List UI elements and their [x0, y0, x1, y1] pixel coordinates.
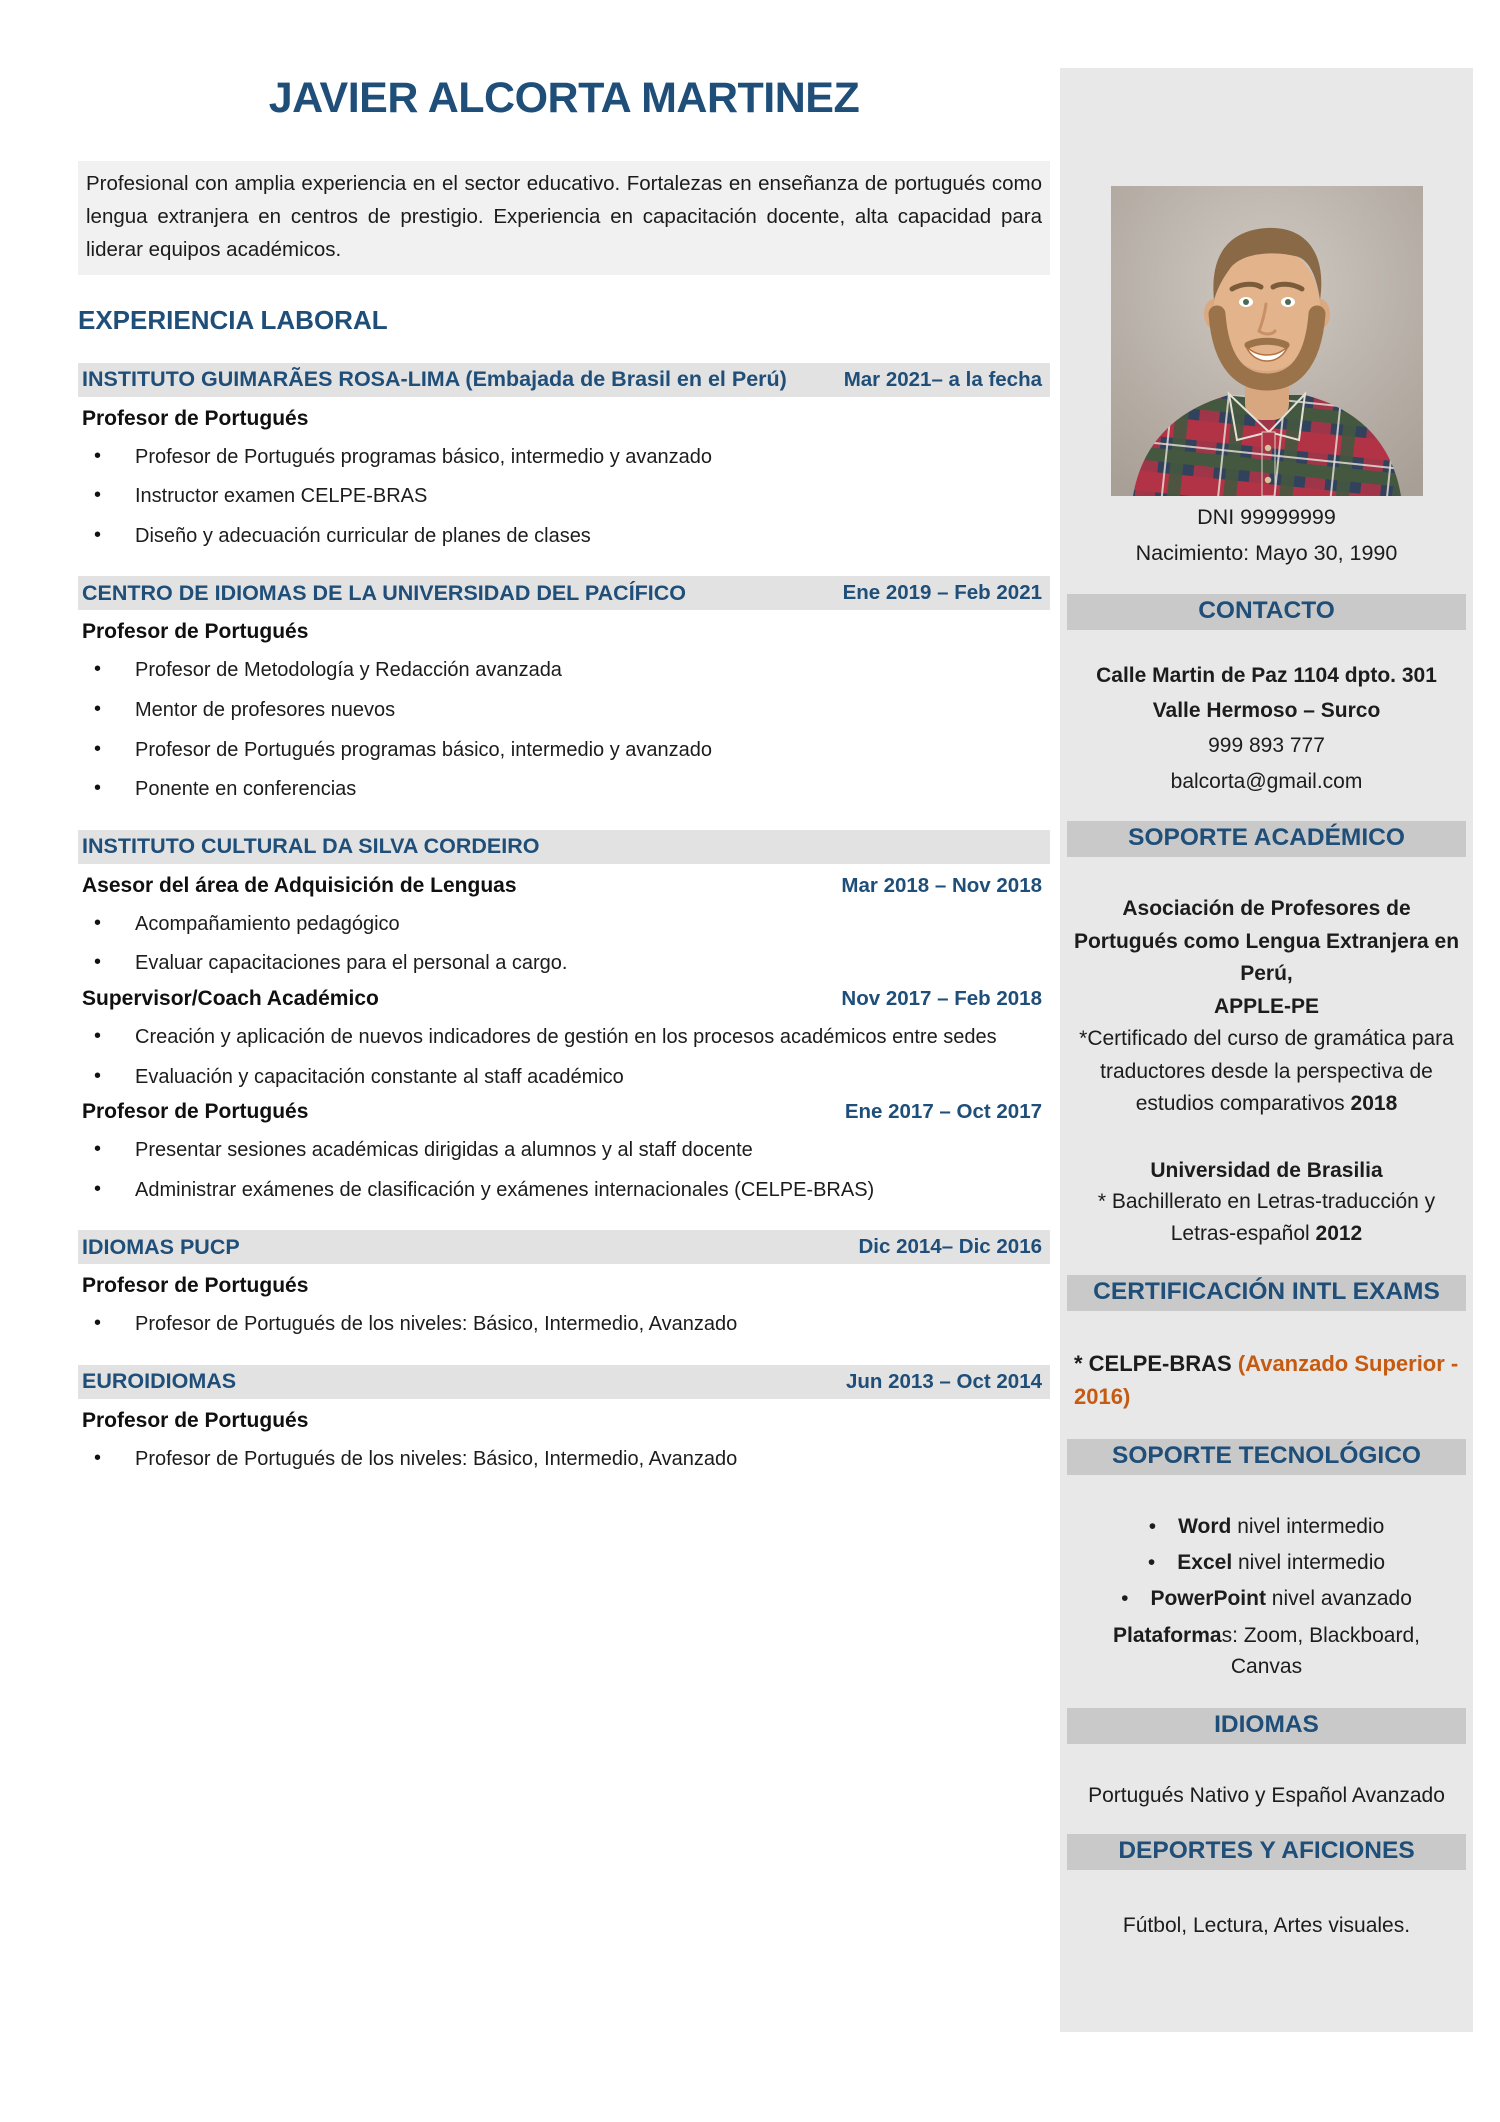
job-header-bar [78, 576, 1050, 610]
company-name: INSTITUTO GUIMARÃES ROSA-LIMA (Embajada de Brasil en el Perú) [82, 367, 787, 392]
role-title: Profesor de Portugués [82, 1274, 309, 1298]
address-line-1: Calle Martin de Paz 1104 dpto. 301 [1096, 663, 1437, 687]
tech-skill-list [1060, 1515, 1473, 1611]
association-name [1070, 893, 1463, 1023]
tech-skill-word [1060, 1515, 1473, 1539]
job-entry [78, 363, 1050, 550]
sidebar [1060, 68, 1473, 2032]
job-entry [78, 830, 1050, 1204]
role-title: Supervisor/Coach Académico [82, 986, 379, 1010]
role-dates: Mar 2018 – Nov 2018 [841, 873, 1042, 897]
page-title: JAVIER ALCORTA MARTINEZ [268, 74, 860, 122]
tool-level: nivel intermedio [1231, 1515, 1385, 1539]
profile-photo-illustration [1111, 186, 1423, 496]
role-row [82, 407, 1042, 431]
bullet-item: • Profesor de Metodología y Redacción avanzada [78, 658, 1050, 684]
role-row [82, 1100, 1042, 1124]
tool-level: nivel intermedio [1232, 1551, 1386, 1575]
association-text: Asociación de Profesores de Portugués como Lengua Extranjera en Perú, [1073, 897, 1460, 986]
company-name: CENTRO DE IDIOMAS DE LA UNIVERSIDAD DEL PACÍFICO [82, 580, 687, 605]
bullet-item: • Profesor de Portugués de los niveles: Básico, Intermedio, Avanzado [78, 1447, 1050, 1473]
job-dates: Jun 2013 – Oct 2014 [845, 1369, 1042, 1393]
tool-name: PowerPoint [1150, 1587, 1266, 1611]
languages-text: Portugués Nativo y Español Avanzado [1088, 1784, 1445, 1808]
platforms-list: s: Zoom, Blackboard, Canvas [1221, 1624, 1420, 1678]
role-bullet-list [78, 1138, 1050, 1203]
tool-name: Word [1178, 1515, 1232, 1539]
certificate-text: *Certificado del curso de gramática para traductores desde la perspectiva de estudios comparativos [1079, 1027, 1454, 1116]
job-entry [78, 1365, 1050, 1473]
profile-photo [1111, 186, 1423, 496]
job-header-bar [78, 830, 1050, 864]
university-name: Universidad de Brasilia [1150, 1158, 1383, 1182]
bullet-item: • Evaluación y capacitación constante al staff académico [78, 1065, 1050, 1091]
contact-heading: CONTACTO [1067, 594, 1466, 630]
job-header-bar [78, 363, 1050, 397]
birthdate-line: Nacimiento: Mayo 30, 1990 [1135, 540, 1398, 565]
tech-skill-excel [1060, 1551, 1473, 1575]
hobbies-text: Fútbol, Lectura, Artes visuales. [1122, 1914, 1411, 1938]
phone-number: 999 893 777 [1208, 734, 1325, 758]
tech-heading: SOPORTE TECNOLÓGICO [1067, 1439, 1466, 1475]
job-header-bar [78, 1230, 1050, 1264]
bullet-item: • Acompañamiento pedagógico [78, 912, 1050, 938]
celpe-bras-certification [1074, 1347, 1459, 1413]
role-bullet-list [78, 658, 1050, 802]
role-bullet-list [78, 1025, 1050, 1090]
experience-heading: EXPERIENCIA LABORAL [78, 304, 388, 335]
role-dates: Ene 2017 – Oct 2017 [844, 1100, 1042, 1124]
degree-text: * Bachillerato en Letras-traducción y Letras-español [1097, 1190, 1436, 1245]
exam-result: (Avanzado Superior - 2016) [1074, 1351, 1459, 1410]
company-name: INSTITUTO CULTURAL DA SILVA CORDEIRO [82, 834, 540, 859]
tool-name: Excel [1177, 1551, 1233, 1575]
bullet-item: • Profesor de Portugués programas básico, intermedio y avanzado [78, 445, 1050, 471]
job-header-bar [78, 1365, 1050, 1399]
bullet-item: • Creación y aplicación de nuevos indicadores de gestión en los procesos académicos entre sedes [78, 1025, 1050, 1051]
role-row [82, 874, 1042, 898]
role-row [82, 1274, 1042, 1298]
company-name: IDIOMAS PUCP [82, 1234, 240, 1259]
tool-level: nivel avanzado [1265, 1587, 1412, 1611]
role-title: Profesor de Portugués [82, 620, 309, 644]
bullet-item: • Ponente en conferencias [78, 777, 1050, 803]
job-entry [78, 1230, 1050, 1338]
tech-skill-powerpoint [1060, 1587, 1473, 1611]
dni-line: DNI 99999999 [1197, 505, 1336, 529]
role-row [82, 1409, 1042, 1433]
degree-year: 2012 [1315, 1221, 1363, 1245]
profile-summary: Profesional con amplia experiencia en el sector educativo. Fortalezas en enseñanza de portugués como lengua extranjera en centros de prestigio. Experiencia en capacitación docente, alta capacidad para liderar equipos académicos. [78, 161, 1050, 275]
role-dates: Nov 2017 – Feb 2018 [841, 986, 1042, 1010]
address-line-2: Valle Hermoso – Surco [1152, 699, 1381, 723]
academic-heading: SOPORTE ACADÉMICO [1067, 821, 1466, 857]
role-title: Profesor de Portugués [82, 1408, 309, 1432]
role-title: Asesor del área de Adquisición de Lenguas [82, 873, 517, 897]
bullet-item: • Instructor examen CELPE-BRAS [78, 484, 1050, 510]
role-bullet-list [78, 1312, 1050, 1338]
platforms-line [1084, 1621, 1449, 1682]
platforms-label: Plataforma [1113, 1624, 1222, 1648]
bullet-item: • Profesor de Portugués programas básico, intermedio y avanzado [78, 738, 1050, 764]
job-dates: Mar 2021– a la fecha [843, 367, 1042, 391]
certification-heading: CERTIFICACIÓN INTL EXAMS [1067, 1275, 1466, 1311]
bullet-item: • Administrar exámenes de clasificación y exámenes internacionales (CELPE-BRAS) [78, 1178, 1050, 1204]
bullet-item: • Evaluar capacitaciones para el personal a cargo. [78, 951, 1050, 977]
certificate-year: 2018 [1350, 1092, 1398, 1116]
languages-heading: IDIOMAS [1067, 1708, 1466, 1744]
bullet-item: • Mentor de profesores nuevos [78, 698, 1050, 724]
email-address: balcorta@gmail.com [1170, 769, 1363, 793]
job-dates: Dic 2014– Dic 2016 [858, 1235, 1042, 1259]
certificate-course [1072, 1023, 1461, 1121]
hobbies-heading: DEPORTES Y AFICIONES [1067, 1834, 1466, 1870]
bullet-item: • Diseño y adecuación curricular de planes de clases [78, 524, 1050, 550]
role-title: Profesor de Portugués [82, 1100, 309, 1124]
bullet-item: • Presentar sesiones académicas dirigidas a alumnos y al staff docente [78, 1138, 1050, 1164]
role-row [82, 987, 1042, 1011]
main-column [78, 0, 1050, 1473]
job-entry [78, 576, 1050, 802]
role-bullet-list [78, 445, 1050, 550]
job-dates: Ene 2019 – Feb 2021 [842, 581, 1042, 605]
role-bullet-list [78, 912, 1050, 977]
role-bullet-list [78, 1447, 1050, 1473]
degree-line [1066, 1186, 1467, 1249]
bullet-item: • Profesor de Portugués de los niveles: Básico, Intermedio, Avanzado [78, 1312, 1050, 1338]
association-acronym: APPLE-PE [1213, 994, 1320, 1018]
exam-name: * CELPE-BRAS [1074, 1351, 1232, 1377]
role-title: Profesor de Portugués [82, 406, 309, 430]
company-name: EUROIDIOMAS [82, 1369, 237, 1394]
role-row [82, 620, 1042, 644]
